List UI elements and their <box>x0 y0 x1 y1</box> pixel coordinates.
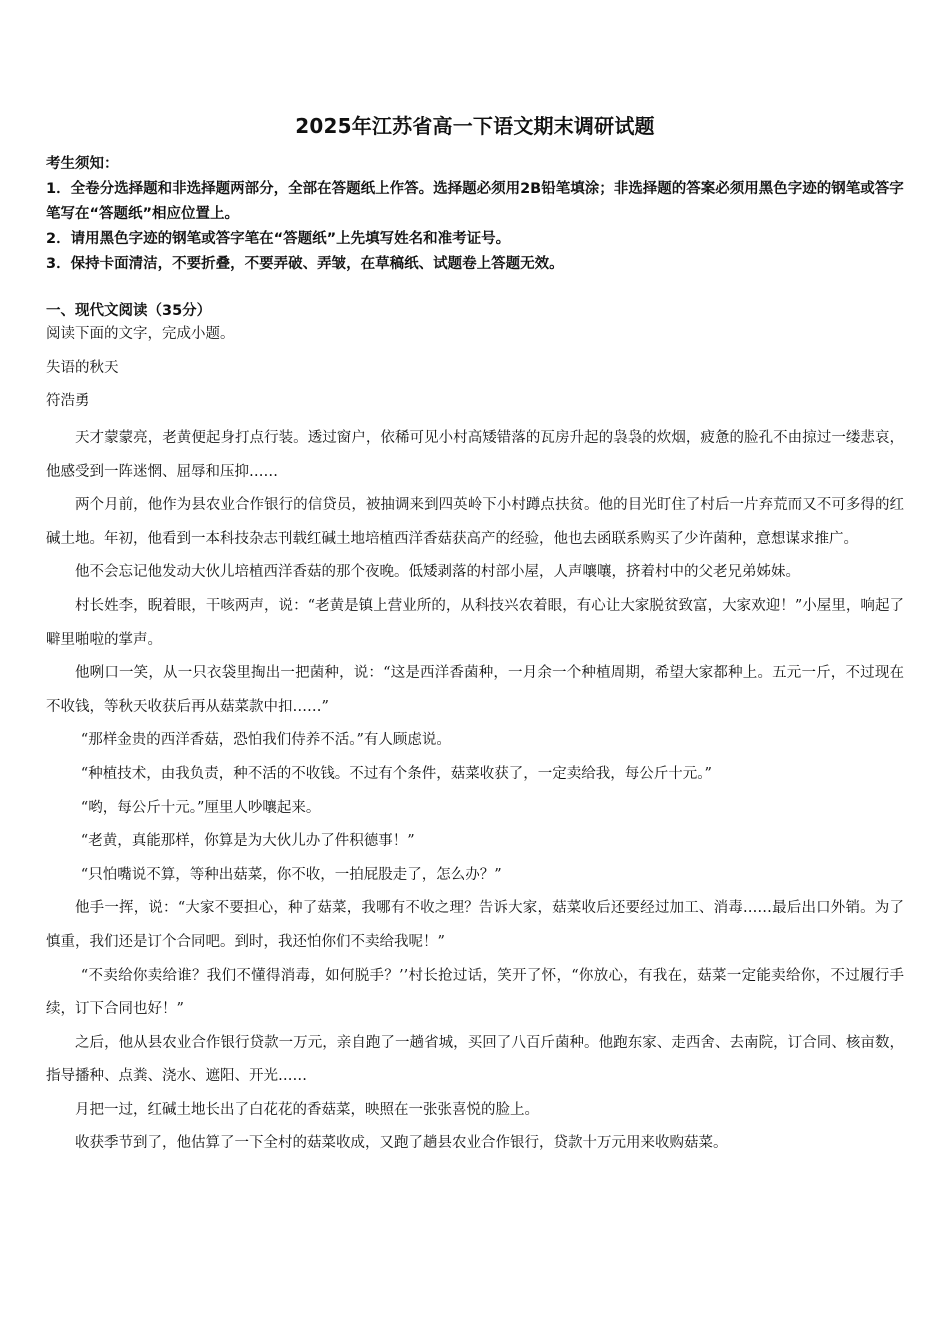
paragraph: 他手一挥，说：“大家不要担心，种了菇菜，我哪有不收之理？告诉大家，菇菜收后还要经过加工、消毒……最后出口外销。为了慎重，我们还是订个合同吧。到时，我还怕你们不卖给我呢！” <box>46 900 904 950</box>
notice-item-1: 1．全卷分选择题和非选择题两部分，全部在答题纸上作答。选择题必须用2B铅笔填涂；非选择题的答案必须用黑色字迹的钢笔或答字笔写在“答题纸”相应位置上。 <box>46 181 904 222</box>
section-header <box>46 300 904 346</box>
notice-item-2: 2．请用黑色字迹的钢笔或答字笔在“答题纸”上先填写姓名和准考证号。 <box>46 231 511 247</box>
paragraph: 收获季节到了，他估算了一下全村的菇菜收成，又跑了趟县农业合作银行，贷款十万元用来收购菇菜。 <box>75 1135 728 1152</box>
paragraph: 天才蒙蒙亮，老黄便起身打点行装。透过窗户，依稀可见小村高矮错落的瓦房升起的袅袅的炊烟，疲惫的脸孔不由掠过一缕悲哀，他感受到一阵迷惘、屈辱和压抑…… <box>46 430 904 480</box>
paragraph: “种植技术，由我负责，种不活的不收钱。不过有个条件，菇菜收获了，一定卖给我，每公斤十元。” <box>80 765 712 782</box>
paragraph: 之后，他从县农业合作银行贷款一万元，亲自跑了一趟省城，买回了八百斤菌种。他跑东家、走西舍、去南院，订合同、核亩数，指导播种、点粪、浇水、遮阳、开光…… <box>46 1034 904 1085</box>
notice-item-3: 3．保持卡面清洁，不要折叠，不要弄破、弄皱，在草稿纸、试题卷上答题无效。 <box>46 256 564 272</box>
paragraph: “那样金贵的西洋香菇，恐怕我们侍养不活。”有人顾虑说。 <box>80 732 451 749</box>
paragraph: 村长姓李，睨着眼，干咳两声，说：“老黄是镇上营业所的，从科技兴农着眼，有心让大家脱贫致富，大家欢迎！”小屋里，响起了噼里啪啦的掌声。 <box>46 597 904 648</box>
paragraph: “只怕嘴说不算，等种出菇菜，你不收，一拍屁股走了，怎么办？” <box>80 866 502 883</box>
paragraph: “老黄，真能那样，你算是为大伙儿办了件积德事！” <box>80 833 415 850</box>
section-instruction: 阅读下面的文字，完成小题。 <box>46 326 235 342</box>
candidate-notice <box>46 152 904 277</box>
paragraph: 他咧口一笑，从一只衣袋里掏出一把菌种，说：“这是西洋香菌种，一月余一个种植周期，希望大家都种上。五元一斤，不过现在不收钱，等秋天收获后再从菇菜款中扣……” <box>46 665 904 715</box>
notice-heading: 考生须知： <box>46 156 119 172</box>
paragraph: “哟，每公斤十元。”厘里人吵嚷起来。 <box>80 799 321 816</box>
article-author: 符浩勇 <box>46 393 90 409</box>
paragraph: 他不会忘记他发动大伙儿培植西洋香菇的那个夜晚。低矮剥落的村部小屋，人声嚷嚷，挤着村中的父老兄弟姊妹。 <box>75 564 800 581</box>
paragraph: 月把一过，红碱土地长出了白花花的香菇菜，映照在一张张喜悦的脸上。 <box>75 1101 539 1118</box>
article-body <box>46 422 904 1161</box>
paragraph: “不卖给你卖给谁？我们不懂得消毒，如何脱手？’’村长抢过话，笑开了怀，“你放心，有我在，菇菜一定能卖给你，不过履行手续，订下合同也好！” <box>46 967 904 1018</box>
section-heading: 一、现代文阅读（35分） <box>46 303 212 319</box>
article-title: 失语的秋天 <box>46 360 119 376</box>
paragraph: 两个月前，他作为县农业合作银行的信贷员，被抽调来到四英岭下小村蹲点扶贫。他的目光盯住了村后一片弃荒而又不可多得的红碱土地。年初，他看到一本科技杂志刊载红碱土地培植西洋香菇获高产的经验，他也去函联系购买了少许菌种，意想谋求推广。 <box>46 497 904 547</box>
exam-title: 2025年江苏省高一下语文期末调研试题 <box>295 114 655 138</box>
